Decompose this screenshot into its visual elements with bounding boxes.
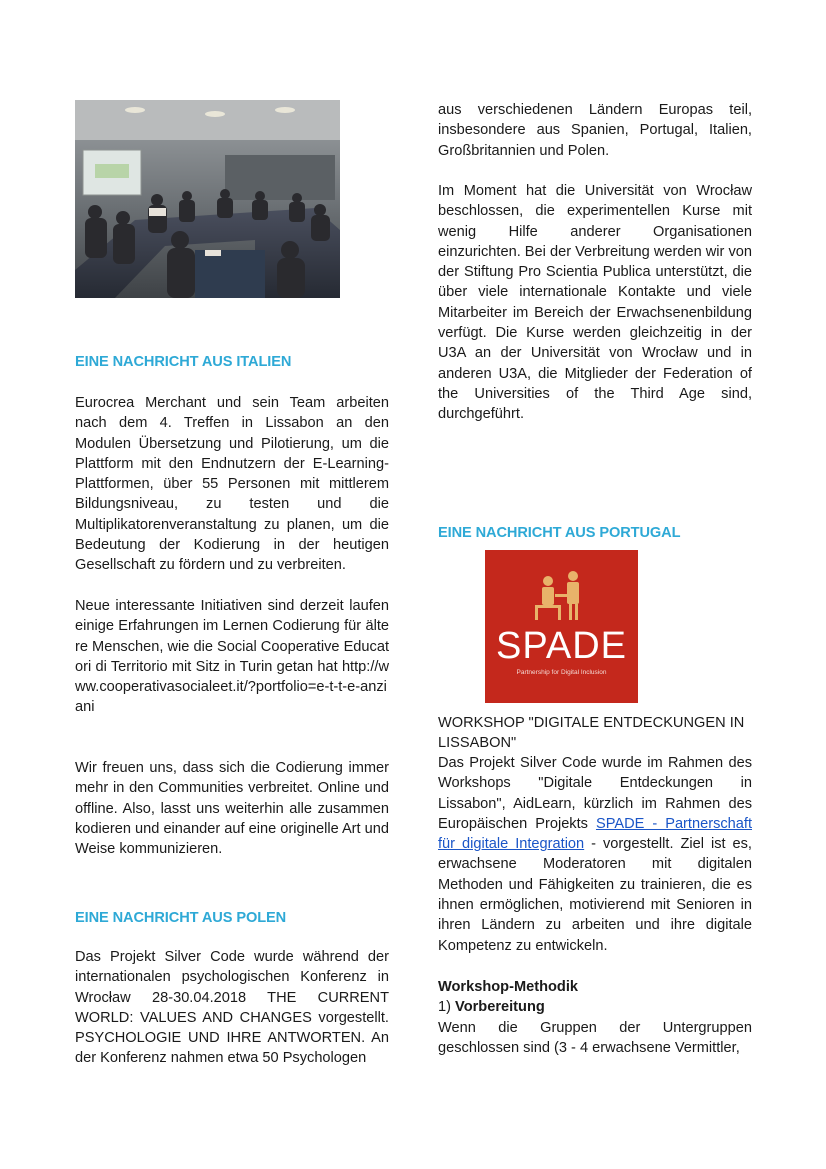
workshop-intro-before-link: Das Projekt Silver Code wurde im Rahmen des Workshops "Digitale Entdeckungen in Lissabon", AidLearn, kürzlich im Rahmen des Europäischen Projekts: [438, 755, 752, 832]
italy-heading: EINE NACHRICHT AUS ITALIEN: [75, 354, 292, 370]
method-step-1: [438, 997, 752, 1017]
portugal-heading: EINE NACHRICHT AUS PORTUGAL: [438, 525, 681, 541]
italy-paragraph-1: Eurocrea Merchant und sein Team arbeiten nach dem 4. Treffen in Lissabon an den Modulen Übersetzung und Pilotierung, um die Plattform mit den Endnutzern der E-Learning-Plattformen, über 55 Personen mit mittlerem Bildungsniveau, zu testen und die Multiplikatorenveranstaltung zu planen, um die Bedeutung der Kodierung in der heutigen Gesellschaft zu fördern und zu verbreiten.: [75, 395, 389, 574]
spade-link[interactable]: SPADE - Partnerschaft für digitale Integration: [438, 815, 753, 853]
poland-paragraph-2: aus verschiedenen Ländern Europas teil, insbesondere aus Spanien, Portugal, Italien, Großbritannien und Polen.: [438, 102, 752, 159]
workshop-intro-after-link: - vorgestellt. Ziel ist es, erwachsene Moderatoren mit digitalen Methoden und Fähigkeiten zu trainieren, die es ihnen ermöglichen, motivierend mit Senioren in ihren Ländern zu arbeiten und ihre digitale Kompetenz zu entwickeln.: [438, 836, 752, 954]
spade-tagline: Partnership for Digital Inclusion: [516, 669, 607, 676]
step-label: Vorbereitung: [455, 999, 545, 1015]
workshop-intro: [438, 753, 752, 956]
poland-heading: EINE NACHRICHT AUS POLEN: [75, 910, 287, 926]
method-heading: Workshop-Methodik: [438, 979, 578, 995]
italy-paragraph-2: Neue interessante Initiativen sind derzeit laufen einige Erfahrungen im Lernen Codierung für ältere Menschen, wie die Social Cooperative Educatori di Territorio mit Sitz in Turin getan hat http://www.cooperativasocialeet.it/?portfolio=e-t-t-e-anziani: [75, 598, 389, 716]
conference-photo: [75, 100, 340, 298]
poland-paragraph-1: Das Projekt Silver Code wurde während der internationalen psychologischen Konferenz in Wrocław 28-30.04.2018 THE CURRENT WORLD: VALUES AND CHANGES vorgestellt. PSYCHOLOGIE UND IHRE ANTWORTEN. An der Konferenz nahmen etwa 50 Psychologen: [75, 949, 389, 1067]
step-text: Wenn die Gruppen der Untergruppen geschlossen sind (3 - 4 erwachsene Vermittler,: [438, 1020, 752, 1057]
italy-paragraph-3: Wir freuen uns, dass sich die Codierung immer mehr in den Communities verbreitet. Online und offline. Also, lasst uns weiterhin alle zusammen kodieren und einander auf eine originelle Art und Weise kommunizieren.: [75, 760, 389, 858]
poland-paragraph-3: Im Moment hat die Universität von Wrocław beschlossen, die experimentellen Kurse mit wenig Hilfe anderer Organisationen einzurichten. Bei der Verbreitung werden wir von der Stiftung Pro Scientia Publica unterstützt, die über viele internationale Kontakte und viele Mitarbeiter im Bereich der Erwachsenenbildung verfügt. Die Kurse werden gleichzeitig in der U3A an der Universität von Wrocław und in anderen U3A, die Mitglieder der Federation of the Universities of the Third Age sind, durchgeführt.: [438, 183, 752, 423]
workshop-title: WORKSHOP "DIGITALE ENTDECKUNGEN IN LISSABON": [438, 715, 745, 752]
spade-wordmark: SPADE: [495, 625, 628, 667]
step-number: 1): [438, 999, 451, 1015]
left-column: [75, 100, 389, 1067]
spade-logo: [485, 550, 638, 703]
